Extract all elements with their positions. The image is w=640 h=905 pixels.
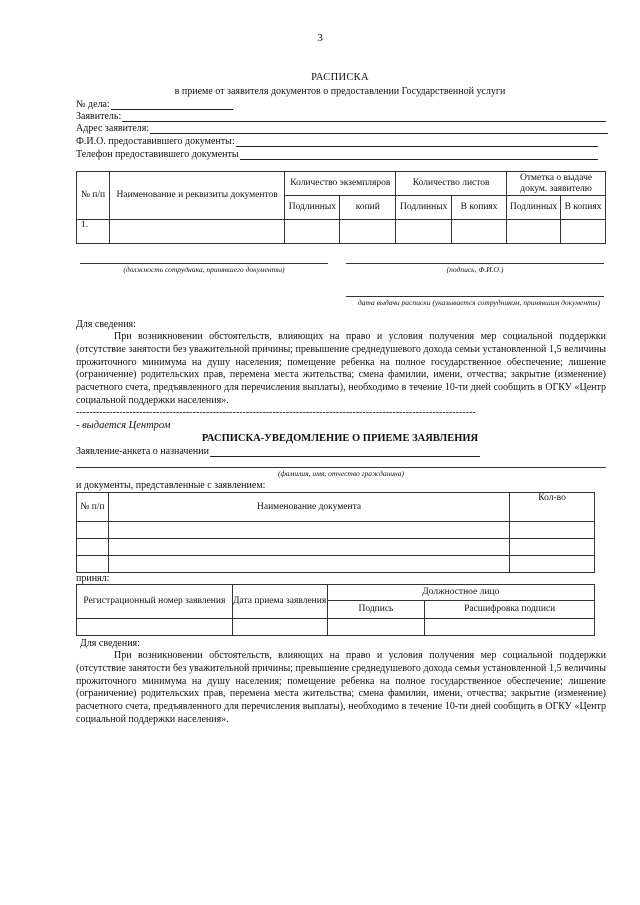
phone-field: [76, 149, 598, 160]
fio-field: [76, 136, 598, 147]
subheader-originals-sheets: Подлинных: [396, 196, 452, 220]
caption-signature: (подпись, Ф.И.О.): [446, 265, 504, 274]
issued-by: - выдается Центром: [76, 420, 171, 431]
subheader-copies: копий: [340, 196, 396, 220]
header-signature: Подпись: [327, 601, 425, 619]
caption-date: дата выдачи расписки (указывается сотрудником, принявшим документы): [357, 298, 601, 307]
info-heading-1: Для сведения:: [76, 319, 136, 330]
date-line: [346, 296, 604, 297]
table-row: [77, 220, 606, 244]
header-issue-mark: Отметка о выдаче докум. заявителю: [507, 172, 606, 196]
cell: [285, 220, 340, 244]
cell: [452, 220, 507, 244]
info-heading-2: Для сведения:: [80, 638, 140, 649]
case-number-line: [111, 99, 233, 110]
caption-citizen-fio: (фамилия, имя, отчество гражданина): [277, 469, 405, 478]
cut-line: ------------------------------------------------------------------------------------------------------------------------: [76, 407, 476, 418]
info-text-1: При возникновении обстоятельств, влияющих на право и условия получения мер социальной поддержки (отсутствие занятости без уважительной причины; превышение среднедушевого дохода семьи установленной 1,5 величины прожиточного минимума на душу населения; помещение ребенка на полное государственное обеспечение; лишение (ограничение) родительских прав, перемена места жительства; смена фамилии, имени, отчества; закрытие (изменение) расчетного счета, предъявленного для перечисления выплаты), необходимо в течение 10-ти дней сообщить в ОГКУ «Центр социальной поддержки населения».: [76, 331, 606, 406]
receipt-subtitle: в приеме от заявителя документов о предоставлении Государственной услуги: [174, 86, 506, 97]
page-number: 3: [317, 32, 323, 44]
header-copies-count: Количество экземпляров: [285, 172, 396, 196]
header-acceptance-date: Дата приема заявления: [232, 585, 327, 619]
accepted-label: принял:: [76, 573, 110, 584]
table-row: [77, 556, 595, 573]
case-number-label: № дела:: [76, 99, 110, 110]
receipt-title: РАСПИСКА: [311, 72, 369, 83]
info-paragraph-2: [76, 650, 606, 727]
application-field: [76, 446, 480, 457]
phone-label: Телефон предоставившего документы: [76, 149, 239, 160]
table-row: [77, 522, 595, 539]
header-number: № п/п: [77, 493, 109, 522]
table-row: [77, 539, 595, 556]
cell: [507, 220, 561, 244]
table-row: [77, 619, 595, 636]
subheader-originals: Подлинных: [285, 196, 340, 220]
applicant-field: [76, 111, 606, 122]
registration-table: [76, 584, 595, 636]
application-line: [210, 446, 480, 457]
signature-line: [346, 263, 604, 264]
position-line: [80, 263, 328, 264]
row-number: 1.: [77, 220, 110, 244]
address-field: [76, 123, 608, 134]
cell: [109, 220, 284, 244]
header-document-name: Наименование документа: [108, 493, 509, 522]
info-text-2: При возникновении обстоятельств, влияющих на право и условия получения мер социальной поддержки (отсутствие занятости без уважительной причины; превышение среднедушевого дохода семьи установленной 1,5 величины прожиточного минимума на душу населения; помещение ребенка на полное государственное обеспечение; лишение (ограничение) родительских прав, перемена места жительства; смена фамилии, имени, отчества; закрытие (изменение) расчетного счета, предъявленного для перечисления выплаты), необходимо в течение 10-ти дней сообщить в ОГКУ «Центр социальной поддержки населения».: [76, 650, 606, 725]
applicant-line: [122, 111, 606, 122]
header-signature-decode: Расшифровка подписи: [425, 601, 595, 619]
header-sheets-count: Количество листов: [396, 172, 507, 196]
cell: [340, 220, 396, 244]
phone-line: [240, 149, 598, 160]
case-number-field: [76, 99, 233, 110]
subheader-originals-mark: Подлинных: [507, 196, 561, 220]
header-document-name: Наименование и реквизиты документов: [109, 172, 284, 220]
address-label: Адрес заявителя:: [76, 123, 150, 134]
caption-position: (должность сотрудника, принявшего документы): [123, 265, 285, 274]
fio-line: [236, 136, 598, 147]
header-official: Должностное лицо: [327, 585, 594, 601]
documents-label: и документы, представленные с заявлением:: [76, 480, 266, 491]
notice-title: РАСПИСКА-УВЕДОМЛЕНИЕ О ПРИЕМЕ ЗАЯВЛЕНИЯ: [201, 433, 479, 444]
receipt-table: [76, 171, 606, 244]
header-quantity: Кол-во: [510, 493, 595, 522]
cell: [396, 220, 452, 244]
address-line: [150, 123, 608, 134]
header-number: № п/п: [77, 172, 110, 220]
documents-table: [76, 492, 595, 573]
application-label: Заявление-анкета о назначении: [76, 446, 209, 457]
subheader-copies-mark: В копиях: [561, 196, 606, 220]
info-paragraph-1: [76, 331, 606, 408]
header-registration-number: Регистрационный номер заявления: [77, 585, 233, 619]
cell: [561, 220, 606, 244]
subheader-copies-sheets: В копиях: [452, 196, 507, 220]
citizen-fio-line: [76, 467, 606, 468]
fio-label: Ф.И.О. предоставившего документы:: [76, 136, 235, 147]
applicant-label: Заявитель:: [76, 111, 122, 122]
